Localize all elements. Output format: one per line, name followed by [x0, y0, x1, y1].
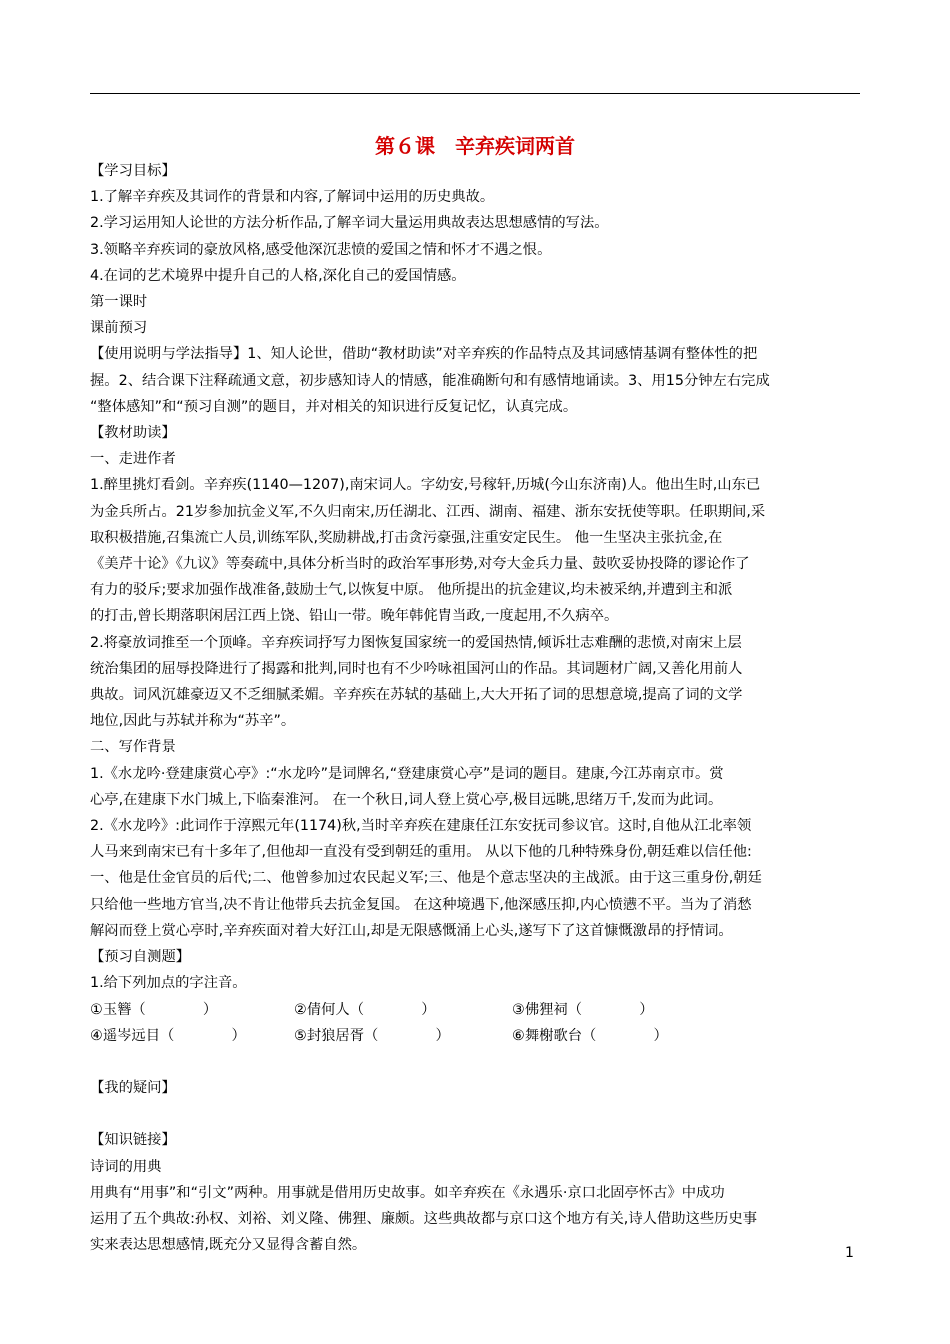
- links-line: 用典有“用事”和“引文”两种。用事就是借用历史故事。如辛弃疾在《永遇乐·京口北固亭怀古》中成功: [90, 1184, 725, 1201]
- blank-space: [90, 1049, 862, 1075]
- document-body: [90, 158, 862, 1259]
- blank-space: [90, 1101, 862, 1127]
- author-line: 1.醉里挑灯看剑。辛弃疾(1140—1207),南宋词人。字幼安,号稼轩,历城(今山东济南)人。他出生时,山东已: [90, 477, 761, 494]
- background-line: 一、他是仕金官员的后代;二、他曾参加过农民起义军;三、他是个意志坚决的主战派。由于这三重身份,朝廷: [90, 870, 762, 887]
- links-heading: 诗词的用典: [90, 1158, 162, 1175]
- usage-line: 【使用说明与学法指导】1、知人论世，借助“教材助读”对辛弃疾的作品特点及其词感情基调有整体性的把: [90, 346, 758, 363]
- author-line: 《美芹十论》《九议》等奏疏中,具体分析当时的政治军事形势,对夸大金兵力量、鼓吹妥协投降的谬论作了: [90, 556, 750, 573]
- author-line: 取积极措施,召集流亡人员,训练军队,奖励耕战,打击贪污豪强,注重安定民生。 他一生坚决主张抗金,在: [90, 529, 723, 546]
- author-line: 有力的驳斥;要求加强作战准备,鼓励士气,以恢复中原。 他所提出的抗金建议,均未被采纳,并遭到主和派: [90, 582, 733, 599]
- author-line: 的打击,曾长期落职闲居江西上饶、铅山一带。晚年韩侂胄当政,一度起用,不久病卒。: [90, 608, 619, 625]
- pinyin-item: ④遥岑远目（ ）: [90, 1027, 246, 1044]
- pinyin-item: ⑥舞榭歌台（ ）: [512, 1027, 668, 1044]
- lesson-label: 第一课时: [90, 294, 148, 311]
- background-line: 2.《水龙吟》:此词作于淳熙元年(1174)秋,当时辛弃疾在建康任江东安抚司参议官。这时,自他从江北率领: [90, 818, 752, 835]
- pinyin-item: ①玉簪（ ）: [90, 1001, 218, 1018]
- header-rule: [90, 93, 860, 94]
- preview-label: 课前预习: [90, 320, 148, 337]
- background-line: 心亭,在建康下水门城上,下临秦淮河。 在一个秋日,词人登上赏心亭,极目远眺,思绪万千,发而为此词。: [90, 791, 723, 808]
- pinyin-row: [90, 997, 862, 1023]
- author-line: 典故。词风沉雄豪迈又不乏细腻柔媚。辛弃疾在苏轼的基础上,大大开拓了词的思想意境,提高了词的文学: [90, 687, 743, 704]
- links-line: 运用了五个典故:孙权、刘裕、刘义隆、佛狸、廉颇。这些典故都与京口这个地方有关,诗人借助这些历史事: [90, 1211, 758, 1228]
- goal-item: 2.学习运用知人论世的方法分析作品,了解辛词大量运用典故表达思想感情的写法。: [90, 215, 609, 232]
- background-line: 只给他一些地方官当,决不肯让他带兵去抗金复国。 在这种境遇下,他深感压抑,内心愤懑不平。当为了消愁: [90, 896, 752, 913]
- links-line: 实来表达思想感情,既充分又显得含蓄自然。: [90, 1237, 367, 1254]
- goal-item: 1.了解辛弃疾及其词作的背景和内容,了解词中运用的历史典故。: [90, 189, 495, 206]
- background-line: 人马来到南宋已有十多年了,但他却一直没有受到朝廷的重用。 从以下他的几种特殊身份,朝廷难以信任他:: [90, 844, 752, 861]
- page-title: 第６课 辛弃疾词两首: [375, 134, 575, 158]
- subheading-background: 二、写作背景: [90, 739, 176, 756]
- pinyin-item: ③佛狸祠（ ）: [512, 1001, 654, 1018]
- author-line: 为金兵所占。21岁参加抗金义军,不久归南宋,历任湖北、江西、湖南、福建、浙东安抚使等职。任职期间,采: [90, 503, 766, 520]
- pinyin-item: ②倩何人（ ）: [294, 1001, 436, 1018]
- pinyin-item: ⑤封狼居胥（ ）: [294, 1027, 450, 1044]
- section-heading-questions: 【我的疑问】: [90, 1080, 176, 1097]
- section-heading-test: 【预习自测题】: [90, 949, 191, 966]
- usage-line: “整体感知”和“预习自测”的题目，并对相关的知识进行反复记忆，认真完成。: [90, 398, 578, 415]
- page-number: 1: [845, 1245, 854, 1261]
- background-line: 解闷而登上赏心亭时,辛弃疾面对着大好江山,却是无限感慨涌上心头,遂写下了这首慷慨激昂的抒情词。: [90, 922, 733, 939]
- goal-item: 3.领略辛弃疾词的豪放风格,感受他深沉悲愤的爱国之情和怀才不遇之恨。: [90, 241, 552, 258]
- section-heading-links: 【知识链接】: [90, 1132, 176, 1149]
- author-line: 2.将豪放词推至一个顶峰。辛弃疾词抒写力图恢复国家统一的爱国热情,倾诉壮志难酬的悲愤,对南宋上层: [90, 634, 742, 651]
- subheading-author: 一、走进作者: [90, 451, 176, 468]
- test-question: 1.给下列加点的字注音。: [90, 975, 247, 992]
- background-line: 1.《水龙吟·登建康赏心亭》:“水龙吟”是词牌名,“登建康赏心亭”是词的题目。建康,今江苏南京市。赏: [90, 765, 724, 782]
- usage-line: 握。2、结合课下注释疏通文意，初步感知诗人的情感，能准确断句和有感情地诵读。3、用15分钟左右完成: [90, 372, 770, 389]
- goal-item: 4.在词的艺术境界中提升自己的人格,深化自己的爱国情感。: [90, 267, 466, 284]
- author-line: 地位,因此与苏轼并称为“苏辛”。: [90, 713, 296, 730]
- author-line: 统治集团的屈辱投降进行了揭露和批判,同时也有不少吟咏祖国河山的作品。其词题材广阔,又善化用前人: [90, 660, 743, 677]
- section-heading-goals: 【学习目标】: [90, 163, 176, 179]
- section-heading-reading: 【教材助读】: [90, 425, 176, 442]
- pinyin-row: [90, 1023, 862, 1049]
